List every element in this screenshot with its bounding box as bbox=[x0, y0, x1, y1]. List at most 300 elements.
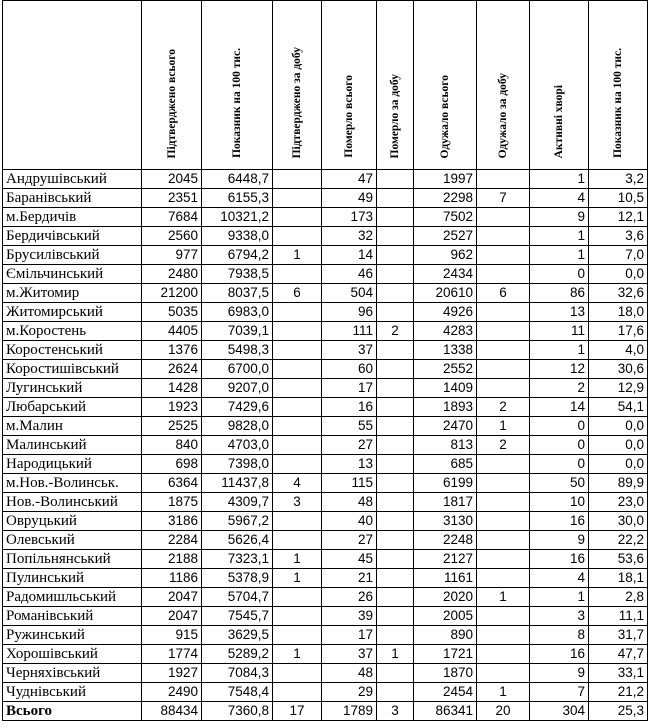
cell-recovered-total: 6199 bbox=[414, 474, 477, 493]
cell-deaths-total: 48 bbox=[322, 664, 377, 683]
cell-deaths-daily bbox=[377, 493, 414, 512]
table-row bbox=[3, 531, 648, 550]
cell-recovered-total: 2434 bbox=[414, 265, 477, 284]
cell-deaths-daily bbox=[377, 208, 414, 227]
covid-statistics-table bbox=[2, 0, 648, 721]
cell-recovered-total: 2020 bbox=[414, 588, 477, 607]
cell-active-rate: 12,9 bbox=[589, 379, 648, 398]
cell-deaths-total: 48 bbox=[322, 493, 377, 512]
cell-confirmed-total: 2188 bbox=[142, 550, 202, 569]
cell-active-rate: 18,1 bbox=[589, 569, 648, 588]
cell-confirmed-total: 88434 bbox=[142, 702, 202, 721]
cell-deaths-daily bbox=[377, 531, 414, 550]
cell-recovered-total: 962 bbox=[414, 246, 477, 265]
cell-rate-per-100k: 4703,0 bbox=[202, 436, 273, 455]
cell-confirmed-total: 2490 bbox=[142, 683, 202, 702]
cell-district-name: м.Бердичів bbox=[3, 208, 142, 227]
cell-confirmed-total: 1376 bbox=[142, 341, 202, 360]
cell-active-cases: 50 bbox=[530, 474, 589, 493]
header-district bbox=[3, 1, 142, 170]
cell-confirmed-daily bbox=[273, 417, 322, 436]
cell-district-name: Коростенський bbox=[3, 341, 142, 360]
table-row bbox=[3, 664, 648, 683]
cell-deaths-total: 111 bbox=[322, 322, 377, 341]
cell-confirmed-total: 1428 bbox=[142, 379, 202, 398]
cell-deaths-daily bbox=[377, 189, 414, 208]
cell-rate-per-100k: 7938,5 bbox=[202, 265, 273, 284]
cell-recovered-daily: 2 bbox=[477, 398, 530, 417]
cell-rate-per-100k: 7545,7 bbox=[202, 607, 273, 626]
cell-deaths-daily bbox=[377, 550, 414, 569]
cell-confirmed-daily: 1 bbox=[273, 569, 322, 588]
cell-district-name: Брусилівський bbox=[3, 246, 142, 265]
cell-confirmed-total: 1927 bbox=[142, 664, 202, 683]
table-row bbox=[3, 303, 648, 322]
cell-active-cases: 1 bbox=[530, 170, 589, 189]
cell-recovered-total: 1721 bbox=[414, 645, 477, 664]
table-row bbox=[3, 246, 648, 265]
cell-district-name: Олевський bbox=[3, 531, 142, 550]
cell-recovered-daily: 1 bbox=[477, 588, 530, 607]
cell-confirmed-total: 2624 bbox=[142, 360, 202, 379]
cell-active-cases: 0 bbox=[530, 265, 589, 284]
cell-district-name: Андрушівський bbox=[3, 170, 142, 189]
cell-active-rate: 12,1 bbox=[589, 208, 648, 227]
cell-recovered-daily: 2 bbox=[477, 436, 530, 455]
cell-confirmed-total: 698 bbox=[142, 455, 202, 474]
cell-deaths-daily bbox=[377, 455, 414, 474]
cell-active-rate: 3,2 bbox=[589, 170, 648, 189]
cell-active-cases: 9 bbox=[530, 664, 589, 683]
cell-recovered-daily bbox=[477, 455, 530, 474]
cell-district-name: м.Малин bbox=[3, 417, 142, 436]
table-row bbox=[3, 417, 648, 436]
cell-active-cases: 86 bbox=[530, 284, 589, 303]
cell-confirmed-daily bbox=[273, 398, 322, 417]
cell-deaths-total: 37 bbox=[322, 341, 377, 360]
cell-deaths-total: 55 bbox=[322, 417, 377, 436]
cell-recovered-total: 1409 bbox=[414, 379, 477, 398]
cell-district-name: Житомирський bbox=[3, 303, 142, 322]
cell-active-rate: 21,2 bbox=[589, 683, 648, 702]
table-row bbox=[3, 284, 648, 303]
cell-confirmed-daily bbox=[273, 265, 322, 284]
table-row bbox=[3, 227, 648, 246]
cell-confirmed-total: 2560 bbox=[142, 227, 202, 246]
cell-recovered-total: 2454 bbox=[414, 683, 477, 702]
cell-rate-per-100k: 5704,7 bbox=[202, 588, 273, 607]
cell-deaths-total: 26 bbox=[322, 588, 377, 607]
cell-deaths-daily bbox=[377, 417, 414, 436]
cell-recovered-daily bbox=[477, 512, 530, 531]
cell-district-name: Овруцький bbox=[3, 512, 142, 531]
cell-deaths-daily bbox=[377, 588, 414, 607]
cell-recovered-total: 4283 bbox=[414, 322, 477, 341]
cell-recovered-daily bbox=[477, 227, 530, 246]
cell-rate-per-100k: 9207,0 bbox=[202, 379, 273, 398]
table-row bbox=[3, 360, 648, 379]
cell-deaths-total: 47 bbox=[322, 170, 377, 189]
cell-recovered-daily bbox=[477, 208, 530, 227]
cell-confirmed-daily bbox=[273, 379, 322, 398]
table-row bbox=[3, 645, 648, 664]
cell-deaths-total: 40 bbox=[322, 512, 377, 531]
cell-confirmed-total: 1186 bbox=[142, 569, 202, 588]
header-row bbox=[3, 1, 648, 170]
cell-deaths-total: 45 bbox=[322, 550, 377, 569]
cell-confirmed-daily bbox=[273, 189, 322, 208]
cell-rate-per-100k: 7039,1 bbox=[202, 322, 273, 341]
cell-active-cases: 1 bbox=[530, 588, 589, 607]
cell-deaths-daily bbox=[377, 246, 414, 265]
cell-deaths-total: 504 bbox=[322, 284, 377, 303]
table-row bbox=[3, 683, 648, 702]
cell-active-cases: 16 bbox=[530, 512, 589, 531]
table-row bbox=[3, 398, 648, 417]
cell-deaths-daily bbox=[377, 227, 414, 246]
cell-recovered-total: 7502 bbox=[414, 208, 477, 227]
table-row bbox=[3, 436, 648, 455]
cell-district-name: Романівський bbox=[3, 607, 142, 626]
table-row bbox=[3, 512, 648, 531]
cell-active-cases: 9 bbox=[530, 208, 589, 227]
cell-active-cases: 0 bbox=[530, 455, 589, 474]
cell-rate-per-100k: 7323,1 bbox=[202, 550, 273, 569]
cell-deaths-daily bbox=[377, 512, 414, 531]
cell-confirmed-daily bbox=[273, 208, 322, 227]
cell-confirmed-daily bbox=[273, 607, 322, 626]
cell-recovered-daily bbox=[477, 170, 530, 189]
cell-confirmed-daily bbox=[273, 531, 322, 550]
cell-active-cases: 12 bbox=[530, 360, 589, 379]
cell-deaths-total: 14 bbox=[322, 246, 377, 265]
cell-rate-per-100k: 7548,4 bbox=[202, 683, 273, 702]
cell-deaths-total: 17 bbox=[322, 379, 377, 398]
cell-deaths-total: 115 bbox=[322, 474, 377, 493]
cell-deaths-total: 37 bbox=[322, 645, 377, 664]
cell-recovered-daily: 7 bbox=[477, 189, 530, 208]
cell-active-cases: 0 bbox=[530, 436, 589, 455]
cell-recovered-total: 1893 bbox=[414, 398, 477, 417]
cell-recovered-daily bbox=[477, 569, 530, 588]
table-row bbox=[3, 322, 648, 341]
cell-active-cases: 11 bbox=[530, 322, 589, 341]
cell-deaths-total: 27 bbox=[322, 436, 377, 455]
cell-rate-per-100k: 6983,0 bbox=[202, 303, 273, 322]
table-row bbox=[3, 379, 648, 398]
cell-recovered-daily bbox=[477, 626, 530, 645]
cell-active-rate: 89,9 bbox=[589, 474, 648, 493]
cell-recovered-daily bbox=[477, 341, 530, 360]
cell-active-cases: 8 bbox=[530, 626, 589, 645]
cell-rate-per-100k: 5967,2 bbox=[202, 512, 273, 531]
cell-deaths-daily bbox=[377, 436, 414, 455]
header-recovered-total: Одужало всього bbox=[414, 1, 477, 170]
cell-confirmed-total: 7684 bbox=[142, 208, 202, 227]
cell-district-name: Коростишівський bbox=[3, 360, 142, 379]
cell-active-rate: 33,1 bbox=[589, 664, 648, 683]
cell-active-rate: 22,2 bbox=[589, 531, 648, 550]
cell-confirmed-daily bbox=[273, 303, 322, 322]
cell-deaths-total: 27 bbox=[322, 531, 377, 550]
cell-recovered-daily bbox=[477, 379, 530, 398]
cell-deaths-total: 29 bbox=[322, 683, 377, 702]
header-confirmed-total: Підтверджено всього bbox=[142, 1, 202, 170]
header-active-cases: Активні хворі bbox=[530, 1, 589, 170]
cell-deaths-daily: 3 bbox=[377, 702, 414, 721]
table-row bbox=[3, 474, 648, 493]
cell-recovered-total: 1817 bbox=[414, 493, 477, 512]
header-deaths-total: Померло всього bbox=[322, 1, 377, 170]
cell-district-name: Нов.-Волинський bbox=[3, 493, 142, 512]
table-body bbox=[3, 170, 648, 721]
cell-active-rate: 30,6 bbox=[589, 360, 648, 379]
cell-recovered-total: 2527 bbox=[414, 227, 477, 246]
cell-district-name: Баранівський bbox=[3, 189, 142, 208]
cell-deaths-total: 16 bbox=[322, 398, 377, 417]
cell-deaths-daily bbox=[377, 664, 414, 683]
cell-district-name: Народицький bbox=[3, 455, 142, 474]
cell-deaths-total: 60 bbox=[322, 360, 377, 379]
cell-recovered-total: 20610 bbox=[414, 284, 477, 303]
cell-deaths-daily bbox=[377, 569, 414, 588]
cell-rate-per-100k: 7398,0 bbox=[202, 455, 273, 474]
table-row bbox=[3, 607, 648, 626]
cell-active-rate: 25,3 bbox=[589, 702, 648, 721]
cell-confirmed-total: 5035 bbox=[142, 303, 202, 322]
cell-deaths-daily bbox=[377, 341, 414, 360]
cell-confirmed-total: 1774 bbox=[142, 645, 202, 664]
cell-deaths-daily bbox=[377, 398, 414, 417]
cell-active-cases: 1 bbox=[530, 227, 589, 246]
cell-rate-per-100k: 6155,3 bbox=[202, 189, 273, 208]
table-row bbox=[3, 626, 648, 645]
cell-district-name: Любарський bbox=[3, 398, 142, 417]
cell-rate-per-100k: 9828,0 bbox=[202, 417, 273, 436]
cell-rate-per-100k: 6700,0 bbox=[202, 360, 273, 379]
cell-recovered-total: 3130 bbox=[414, 512, 477, 531]
table-row bbox=[3, 265, 648, 284]
cell-deaths-daily bbox=[377, 607, 414, 626]
cell-deaths-total: 46 bbox=[322, 265, 377, 284]
cell-recovered-total: 1870 bbox=[414, 664, 477, 683]
cell-active-rate: 0,0 bbox=[589, 265, 648, 284]
cell-active-cases: 10 bbox=[530, 493, 589, 512]
cell-confirmed-daily bbox=[273, 626, 322, 645]
cell-recovered-daily bbox=[477, 531, 530, 550]
cell-active-cases: 4 bbox=[530, 189, 589, 208]
cell-confirmed-daily bbox=[273, 588, 322, 607]
table-row bbox=[3, 341, 648, 360]
cell-confirmed-daily: 1 bbox=[273, 550, 322, 569]
cell-confirmed-daily bbox=[273, 512, 322, 531]
cell-recovered-total: 890 bbox=[414, 626, 477, 645]
cell-rate-per-100k: 6794,2 bbox=[202, 246, 273, 265]
table-row bbox=[3, 455, 648, 474]
cell-recovered-total: 2552 bbox=[414, 360, 477, 379]
table-row bbox=[3, 550, 648, 569]
cell-deaths-total: 17 bbox=[322, 626, 377, 645]
cell-confirmed-daily bbox=[273, 436, 322, 455]
cell-confirmed-daily bbox=[273, 664, 322, 683]
table-row bbox=[3, 493, 648, 512]
cell-confirmed-total: 4405 bbox=[142, 322, 202, 341]
cell-active-cases: 13 bbox=[530, 303, 589, 322]
header-confirmed-daily: Підтверджено за добу bbox=[273, 1, 322, 170]
cell-rate-per-100k: 4309,7 bbox=[202, 493, 273, 512]
cell-deaths-total: 173 bbox=[322, 208, 377, 227]
cell-active-rate: 10,5 bbox=[589, 189, 648, 208]
cell-recovered-daily bbox=[477, 474, 530, 493]
cell-district-name: Пулинський bbox=[3, 569, 142, 588]
cell-rate-per-100k: 5378,9 bbox=[202, 569, 273, 588]
table-row bbox=[3, 170, 648, 189]
cell-deaths-total: 49 bbox=[322, 189, 377, 208]
cell-recovered-daily bbox=[477, 246, 530, 265]
cell-active-rate: 18,0 bbox=[589, 303, 648, 322]
cell-district-name: Малинський bbox=[3, 436, 142, 455]
cell-recovered-total: 1997 bbox=[414, 170, 477, 189]
cell-recovered-total: 2005 bbox=[414, 607, 477, 626]
cell-confirmed-total: 1923 bbox=[142, 398, 202, 417]
cell-deaths-daily bbox=[377, 683, 414, 702]
header-deaths-daily: Померло за добу bbox=[377, 1, 414, 170]
cell-confirmed-daily bbox=[273, 455, 322, 474]
cell-deaths-total: 32 bbox=[322, 227, 377, 246]
cell-deaths-daily bbox=[377, 360, 414, 379]
cell-active-cases: 0 bbox=[530, 417, 589, 436]
cell-confirmed-daily: 4 bbox=[273, 474, 322, 493]
cell-rate-per-100k: 11437,8 bbox=[202, 474, 273, 493]
cell-rate-per-100k: 5289,2 bbox=[202, 645, 273, 664]
cell-confirmed-daily: 1 bbox=[273, 246, 322, 265]
cell-confirmed-daily: 3 bbox=[273, 493, 322, 512]
cell-rate-per-100k: 5498,3 bbox=[202, 341, 273, 360]
cell-deaths-daily: 2 bbox=[377, 322, 414, 341]
cell-confirmed-total: 2284 bbox=[142, 531, 202, 550]
cell-active-rate: 54,1 bbox=[589, 398, 648, 417]
table-row bbox=[3, 569, 648, 588]
cell-district-name: м.Коростень bbox=[3, 322, 142, 341]
cell-recovered-daily bbox=[477, 607, 530, 626]
cell-deaths-daily: 1 bbox=[377, 645, 414, 664]
cell-recovered-daily bbox=[477, 645, 530, 664]
cell-recovered-total: 2298 bbox=[414, 189, 477, 208]
cell-deaths-total: 21 bbox=[322, 569, 377, 588]
cell-active-cases: 9 bbox=[530, 531, 589, 550]
cell-deaths-total: 13 bbox=[322, 455, 377, 474]
cell-active-rate: 0,0 bbox=[589, 436, 648, 455]
cell-confirmed-total: 915 bbox=[142, 626, 202, 645]
total-row bbox=[3, 702, 648, 721]
cell-district-name: Черняхівський bbox=[3, 664, 142, 683]
cell-district-name: Чуднівський bbox=[3, 683, 142, 702]
cell-recovered-total: 4926 bbox=[414, 303, 477, 322]
cell-deaths-daily bbox=[377, 379, 414, 398]
cell-confirmed-total: 1875 bbox=[142, 493, 202, 512]
cell-recovered-daily: 20 bbox=[477, 702, 530, 721]
cell-confirmed-daily bbox=[273, 170, 322, 189]
cell-deaths-daily bbox=[377, 626, 414, 645]
cell-recovered-daily bbox=[477, 664, 530, 683]
cell-confirmed-total: 2480 bbox=[142, 265, 202, 284]
cell-deaths-total: 39 bbox=[322, 607, 377, 626]
cell-confirmed-total: 21200 bbox=[142, 284, 202, 303]
cell-confirmed-daily bbox=[273, 341, 322, 360]
cell-active-rate: 31,7 bbox=[589, 626, 648, 645]
cell-deaths-daily bbox=[377, 474, 414, 493]
cell-confirmed-total: 2525 bbox=[142, 417, 202, 436]
cell-active-cases: 1 bbox=[530, 246, 589, 265]
cell-confirmed-total: 2351 bbox=[142, 189, 202, 208]
cell-active-rate: 3,6 bbox=[589, 227, 648, 246]
cell-active-rate: 4,0 bbox=[589, 341, 648, 360]
cell-deaths-daily bbox=[377, 170, 414, 189]
cell-recovered-total: 2470 bbox=[414, 417, 477, 436]
cell-rate-per-100k: 9338,0 bbox=[202, 227, 273, 246]
cell-district-name: м.Житомир bbox=[3, 284, 142, 303]
cell-active-cases: 4 bbox=[530, 569, 589, 588]
cell-active-rate: 0,0 bbox=[589, 417, 648, 436]
cell-district-name: Бердичівський bbox=[3, 227, 142, 246]
table-row bbox=[3, 588, 648, 607]
cell-confirmed-daily bbox=[273, 683, 322, 702]
cell-deaths-daily bbox=[377, 265, 414, 284]
cell-recovered-daily bbox=[477, 493, 530, 512]
cell-recovered-total: 86341 bbox=[414, 702, 477, 721]
cell-active-cases: 14 bbox=[530, 398, 589, 417]
cell-confirmed-daily bbox=[273, 360, 322, 379]
cell-deaths-daily bbox=[377, 284, 414, 303]
cell-confirmed-total: 2045 bbox=[142, 170, 202, 189]
cell-active-cases: 1 bbox=[530, 341, 589, 360]
cell-recovered-daily bbox=[477, 265, 530, 284]
header-recovered-daily: Одужало за добу bbox=[477, 1, 530, 170]
cell-deaths-total: 1789 bbox=[322, 702, 377, 721]
cell-active-cases: 7 bbox=[530, 683, 589, 702]
cell-recovered-total: 2248 bbox=[414, 531, 477, 550]
cell-district-name: Ємільчинський bbox=[3, 265, 142, 284]
cell-rate-per-100k: 8037,5 bbox=[202, 284, 273, 303]
cell-active-cases: 16 bbox=[530, 645, 589, 664]
cell-active-cases: 3 bbox=[530, 607, 589, 626]
cell-confirmed-total: 2047 bbox=[142, 607, 202, 626]
cell-confirmed-daily bbox=[273, 227, 322, 246]
cell-confirmed-daily bbox=[273, 322, 322, 341]
cell-active-rate: 17,6 bbox=[589, 322, 648, 341]
cell-rate-per-100k: 7084,3 bbox=[202, 664, 273, 683]
cell-confirmed-daily: 17 bbox=[273, 702, 322, 721]
cell-recovered-total: 1338 bbox=[414, 341, 477, 360]
cell-active-rate: 23,0 bbox=[589, 493, 648, 512]
cell-district-name: м.Нов.-Волинськ. bbox=[3, 474, 142, 493]
cell-recovered-daily: 6 bbox=[477, 284, 530, 303]
table-row bbox=[3, 208, 648, 227]
cell-district-name: Лугинський bbox=[3, 379, 142, 398]
cell-confirmed-total: 977 bbox=[142, 246, 202, 265]
cell-confirmed-daily: 6 bbox=[273, 284, 322, 303]
cell-district-name: Ружинський bbox=[3, 626, 142, 645]
cell-rate-per-100k: 7360,8 bbox=[202, 702, 273, 721]
cell-recovered-daily bbox=[477, 360, 530, 379]
cell-active-cases: 2 bbox=[530, 379, 589, 398]
cell-district-name: Попільнянський bbox=[3, 550, 142, 569]
cell-active-rate: 11,1 bbox=[589, 607, 648, 626]
cell-recovered-daily bbox=[477, 550, 530, 569]
cell-recovered-total: 813 bbox=[414, 436, 477, 455]
table-row bbox=[3, 189, 648, 208]
cell-rate-per-100k: 7429,6 bbox=[202, 398, 273, 417]
